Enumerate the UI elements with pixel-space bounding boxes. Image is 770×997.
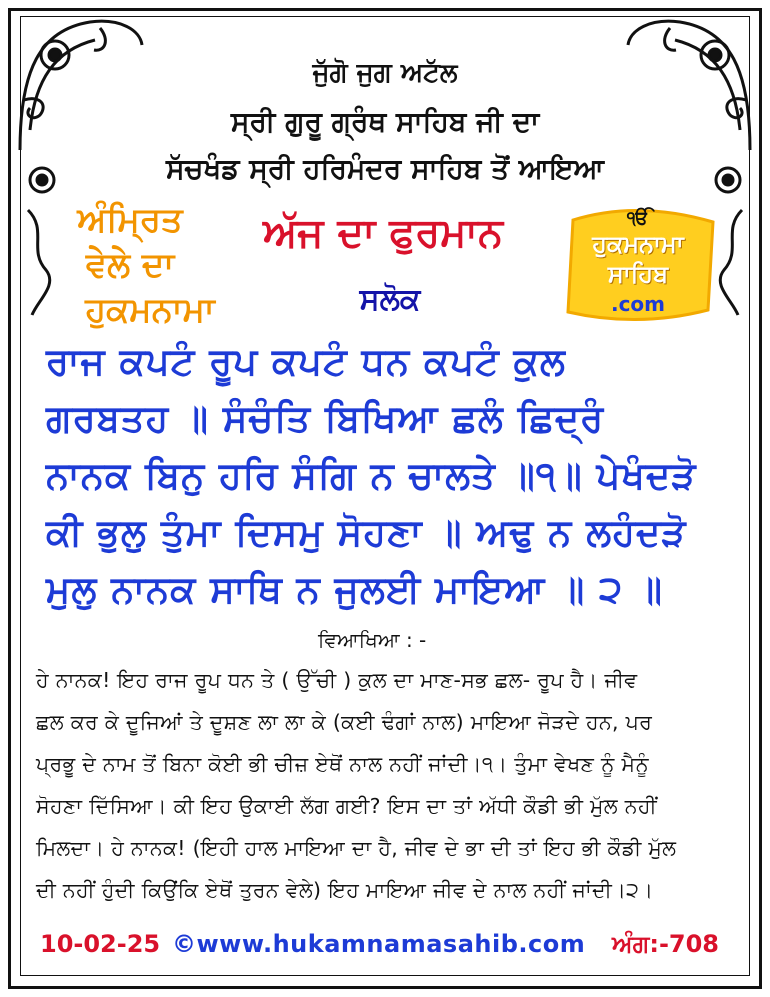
explanation-line-5: ਮਿਲਦਾ। ਹੇ ਨਾਨਕ! (ਇਹੀ ਹਾਲ ਮਾਇਆ ਦਾ ਹੈ, ਜੀਵ ਦੇ ਭਾ ਦੀ ਤਾਂ ਇਹ ਭੀ ਕੌਡੀ ਮੁੱਲ	[36, 836, 677, 860]
footer-ang: ਅੰਗ:-708	[612, 930, 720, 958]
footer-date: 10-02-25	[40, 930, 161, 958]
explanation-line-6: ਦੀ ਨਹੀਂ ਹੁੰਦੀ ਕਿਉਂਕਿ ਏਥੋਂ ਤੁਰਨ ਵੇਲੇ) ਇਹ ਮਾਇਆ ਜੀਵ ਦੇ ਨਾਲ ਨਹੀਂ ਜਾਂਦੀ।੨।	[36, 878, 654, 902]
header-line-1: ਜੁੱਗੋ ਜੁਗ ਅਟੱਲ	[312, 58, 458, 88]
header-line-3: ਸੱਚਖੰਡ ਸ੍ਰੀ ਹਰਿਮੰਦਰ ਸਾਹਿਬ ਤੋਂ ਆਇਆ	[165, 152, 605, 185]
verse-line-4: ਕੀ ਭੁਲੁ ਤੁੰਮਾ ਦਿਸਮੁ ਸੋਹਣਾ ॥ ਅਢੁ ਨ ਲਹੰਦੜੋ	[46, 511, 687, 554]
explanation-line-4: ਸੋਹਣਾ ਦਿੱਸਿਆ। ਕੀ ਇਹ ਉਕਾਈ ਲੱਗ ਗਈ? ਇਸ ਦਾ ਤਾਂ ਅੱਧੀ ਕੌਡੀ ਭੀ ਮੁੱਲ ਨਹੀਂ	[36, 794, 657, 818]
amrit-line-3: ਹੁਕਮਨਾਮਾ	[85, 290, 215, 330]
salok-heading: ਸਲੋਕ	[359, 282, 421, 317]
amrit-line-2: ਵੇਲੇ ਦਾ	[85, 245, 175, 285]
explanation-line-2: ਛਲ ਕਰ ਕੇ ਦੂਜਿਆਂ ਤੇ ਦੂਸ਼ਣ ਲਾ ਲਾ ਕੇ (ਕਈ ਢੰਗਾਂ ਨਾਲ) ਮਾਇਆ ਜੋੜਦੇ ਹਨ, ਪਰ	[36, 710, 653, 734]
page-title: ਅੱਜ ਦਾ ਫੁਰਮਾਨ	[263, 210, 503, 256]
verse-line-5: ਮੁਲੁ ਨਾਨਕ ਸਾਥਿ ਨ ਜੁਲਈ ਮਾਇਆ ॥ ੨ ॥	[46, 568, 663, 611]
verse-line-2: ਗਰਬਤਹ ॥ ਸੰਚੰਤਿ ਬਿਖਿਆ ਛਲੰ ਛਿਦ੍ਰੰ	[46, 397, 605, 440]
verse-line-3: ਨਾਨਕ ਬਿਨੁ ਹਰਿ ਸੰਗਿ ਨ ਚਾਲਤੇ ॥੧॥ ਪੇਖੰਦੜੋ	[46, 454, 697, 497]
hukamnama-sahib-logo	[548, 200, 728, 330]
amrit-line-1: ਅੰਮ੍ਰਿਤ	[77, 200, 183, 240]
header-line-2: ਸ੍ਰੀ ਗੁਰੂ ਗ੍ਰੰਥ ਸਾਹਿਬ ਜੀ ਦਾ	[230, 105, 540, 138]
vyakhia-label: ਵਿਆਖਿਆ : -	[318, 628, 427, 652]
explanation-line-1: ਹੇ ਨਾਨਕ! ਇਹ ਰਾਜ ਰੂਪ ਧਨ ਤੇ ( ਉੱਚੀ ) ਕੁਲ ਦਾ ਮਾਣ-ਸਭ ਛਲ- ਰੂਪ ਹੈ। ਜੀਵ	[36, 668, 638, 692]
explanation-line-3: ਪ੍ਰਭੂ ਦੇ ਨਾਮ ਤੋਂ ਬਿਨਾ ਕੋਈ ਭੀ ਚੀਜ਼ ਏਥੋਂ ਨਾਲ ਨਹੀਂ ਜਾਂਦੀ।੧। ਤੁੰਮਾ ਵੇਖਣ ਨੂੰ ਮੈਨੂੰ	[36, 752, 649, 776]
logo-line-3: .com	[610, 292, 666, 316]
verse-line-1: ਰਾਜ ਕਪਟੰ ਰੂਪ ਕਪਟੰ ਧਨ ਕਪਟੰ ਕੁਲ	[46, 340, 566, 383]
logo-line-2: ਸਾਹਿਬ	[607, 260, 669, 288]
footer-website: ©www.hukamnamasahib.com	[172, 930, 586, 958]
ik-onkar-symbol: ੴ	[627, 208, 649, 229]
logo-line-1: ਹੁਕਮਨਾਮਾ	[592, 230, 684, 258]
